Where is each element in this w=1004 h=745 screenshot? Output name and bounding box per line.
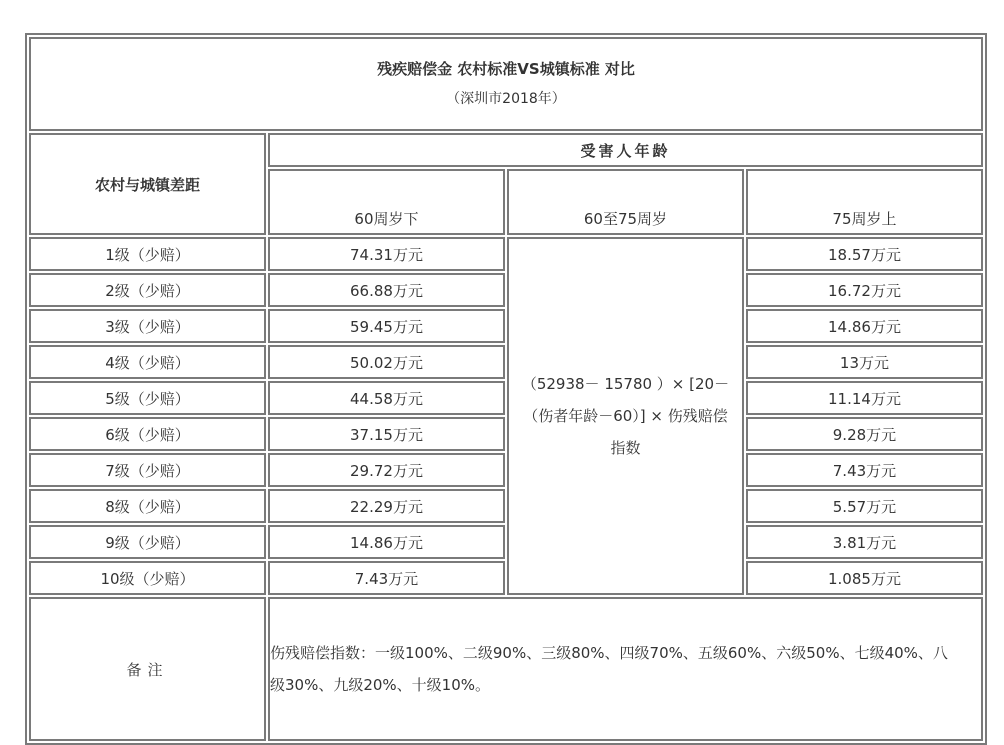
- column-header-over-75: 75周岁上: [746, 169, 983, 235]
- under-60-value: 44.58万元: [268, 381, 505, 415]
- table-title: 残疾赔偿金 农村标准VS城镇标准 对比: [377, 60, 635, 78]
- age-header: 受害人年龄: [268, 133, 983, 167]
- under-60-value: 50.02万元: [268, 345, 505, 379]
- row-header: 农村与城镇差距: [29, 133, 266, 235]
- over-75-value: 1.085万元: [746, 561, 983, 595]
- over-75-value: 16.72万元: [746, 273, 983, 307]
- over-75-value: 9.28万元: [746, 417, 983, 451]
- over-75-value: 5.57万元: [746, 489, 983, 523]
- level-cell: 4级（少赔）: [29, 345, 266, 379]
- level-cell: 1级（少赔）: [29, 237, 266, 271]
- formula-cell: （52938－ 15780 ）× [20－（伤者年龄－60）] × 伤残赔偿指数: [507, 237, 744, 595]
- note-label: 备注: [29, 597, 266, 741]
- over-75-value: 3.81万元: [746, 525, 983, 559]
- under-60-value: 14.86万元: [268, 525, 505, 559]
- under-60-value: 29.72万元: [268, 453, 505, 487]
- level-cell: 9级（少赔）: [29, 525, 266, 559]
- over-75-value: 13万元: [746, 345, 983, 379]
- over-75-value: 7.43万元: [746, 453, 983, 487]
- note-text: 伤残赔偿指数：一级100%、二级90%、三级80%、四级70%、五级60%、六级50%、七级40%、八级30%、九级20%、十级10%。: [268, 597, 983, 741]
- over-75-value: 14.86万元: [746, 309, 983, 343]
- compensation-table: [25, 33, 987, 745]
- level-cell: 7级（少赔）: [29, 453, 266, 487]
- level-cell: 5级（少赔）: [29, 381, 266, 415]
- column-header-60-to-75: 60至75周岁: [507, 169, 744, 235]
- level-cell: 6级（少赔）: [29, 417, 266, 451]
- over-75-value: 18.57万元: [746, 237, 983, 271]
- under-60-value: 22.29万元: [268, 489, 505, 523]
- under-60-value: 74.31万元: [268, 237, 505, 271]
- level-cell: 10级（少赔）: [29, 561, 266, 595]
- level-cell: 3级（少赔）: [29, 309, 266, 343]
- column-header-under-60: 60周岁下: [268, 169, 505, 235]
- under-60-value: 37.15万元: [268, 417, 505, 451]
- level-cell: 8级（少赔）: [29, 489, 266, 523]
- under-60-value: 59.45万元: [268, 309, 505, 343]
- table-subtitle: （深圳市2018年）: [446, 91, 566, 107]
- under-60-value: 66.88万元: [268, 273, 505, 307]
- under-60-value: 7.43万元: [268, 561, 505, 595]
- title-cell: [29, 37, 983, 131]
- over-75-value: 11.14万元: [746, 381, 983, 415]
- level-cell: 2级（少赔）: [29, 273, 266, 307]
